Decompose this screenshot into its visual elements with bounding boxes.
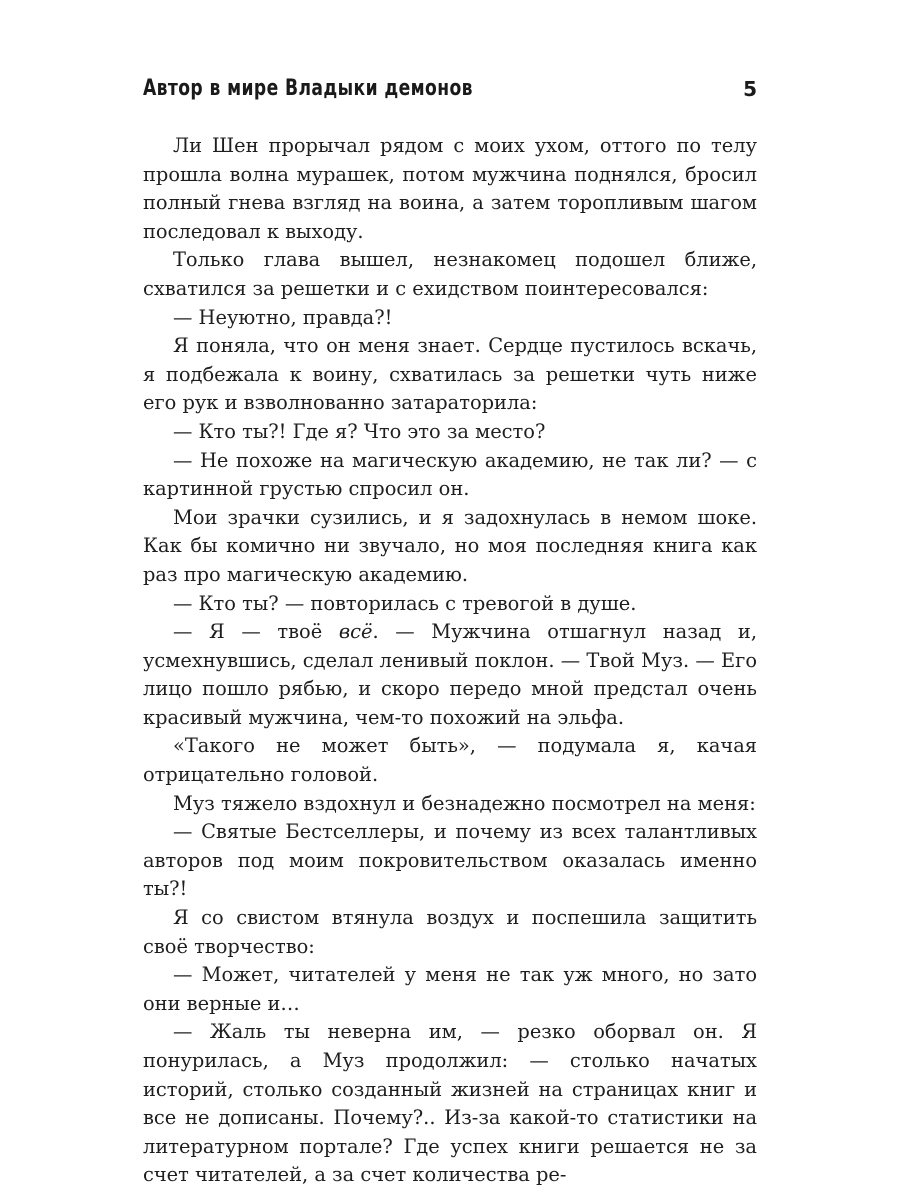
running-head xyxy=(143,76,757,106)
paragraph: Муз тяжело вздохнул и безнадежно посмотрел на меня: xyxy=(173,791,756,815)
paragraph xyxy=(143,618,757,732)
paragraph: — Неуютно, правда?! xyxy=(173,305,393,329)
paragraph: Я со свистом втянула воздух и поспешила защитить своё творчество: xyxy=(143,906,757,958)
paragraph: — Кто ты?! Где я? Что это за место? xyxy=(173,419,546,443)
emphasis-text: всё xyxy=(338,620,373,644)
paragraph: Я поняла, что он меня знает. Сердце пустилось вскачь, я подбежала к воину, схватилась за решетки чуть ниже его рук и взволнованно затараторила: xyxy=(143,334,757,415)
paragraph-text: . — Мужчина отшагнул назад и, усмехнувшись, сделал ленивый поклон. — Твой Муз. — Его лицо пошло рябью, и скоро передо мной предстал очень красивый мужчина, чем-то похожий на эльфа. xyxy=(143,620,758,729)
paragraph: Только глава вышел, незнакомец подошел ближе, схватился за решетки и с ехидством поинтересовался: xyxy=(143,248,757,300)
paragraph-text: — Я — твоё xyxy=(173,620,339,644)
paragraph: «Такого не может быть», — подумала я, качая отрицательно головой. xyxy=(143,734,757,787)
paragraph: — Может, читателей у меня не так уж много, но зато они верные и… xyxy=(143,963,757,1015)
paragraph: Мои зрачки сузились, и я задохнулась в немом шоке. Как бы комично ни звучало, но моя последняя книга как раз про магическую академию. xyxy=(143,505,757,586)
paragraph: — Не похоже на магическую академию, не так ли? — с картинной грустью спросил он. xyxy=(143,448,757,501)
book-title: Автор в мире Владыки демонов xyxy=(143,76,473,101)
paragraph: — Кто ты? — повторилась с тревогой в душе. xyxy=(173,591,637,615)
page-number: 5 xyxy=(743,77,757,101)
paragraph: Ли Шен прорычал рядом с моих ухом, оттого по телу прошла волна мурашек, потом мужчина поднялся, бросил полный гнева взгляд на воина, а затем торопливым шагом последовал к выходу. xyxy=(143,134,757,243)
body-text xyxy=(143,132,757,1190)
paragraph: — Святые Бестселлеры, и почему из всех талантливых авторов под моим покровительством оказалась именно ты?! xyxy=(143,820,757,901)
paragraph: — Жаль ты неверна им, — резко оборвал он. Я понурилась, а Муз продолжил: — столько начатых историй, столько созданный жизней на страницах книг и все не дописаны. Почему?.. Из-за какой-то статистики на литературном портале? Где успех книги решается не за счет читателей, а за счет количества ре- xyxy=(143,1020,757,1187)
